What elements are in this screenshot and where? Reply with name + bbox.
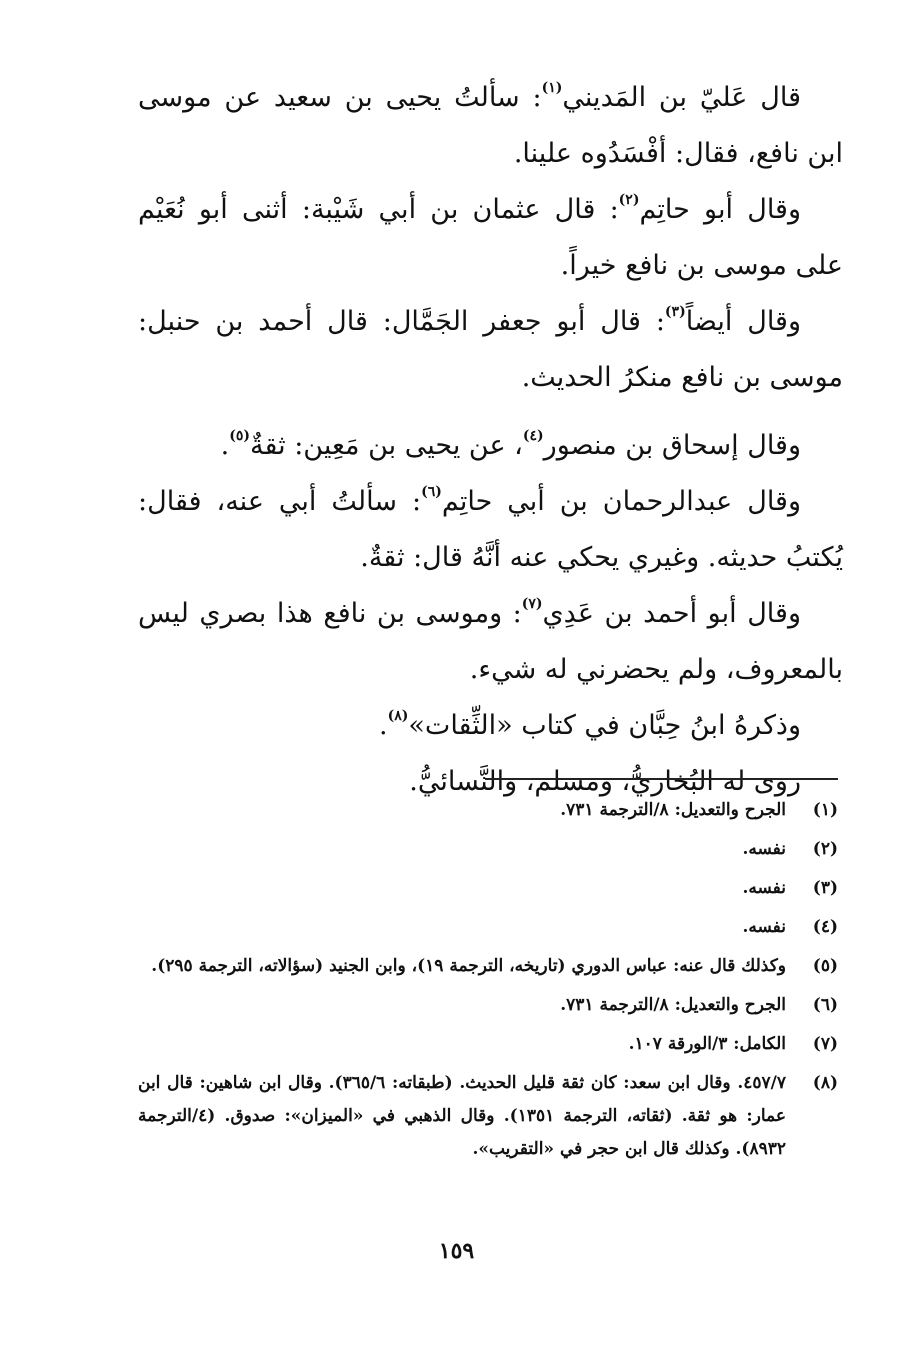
footnote-marker: (٤) [522,428,544,444]
footnote-number: (٤) [812,917,838,937]
paragraph-text: وقال أبو حاتِم [639,194,801,225]
footnote-marker: (٨) [387,708,409,724]
footnote-marker: (٢) [618,192,640,208]
footnote-text: ٤٥٧/٧. وقال ابن سعد: كان ثقة قليل الحديث. (طبقاته: ٣٦٥/٦). وقال ابن شاهين: قال ابن عمار: هو ثقة. (ثقاته، الترجمة ١٣٥١). وقال الذهبي في «الميزان»: صدوق. (٤/الترجمة ٨٩٣٢). وكذلك قال ابن حجر في «التقريب». [138,1073,787,1159]
paragraph-2 [138,182,843,294]
page-number: ١٥٩ [438,1238,475,1264]
paragraph-text: وقال أبو أحمد بن عَدِي [542,598,801,629]
footnote-number: (٥) [812,956,838,976]
footnote-text: نفسه. [742,839,786,859]
footnote-item [138,794,838,827]
paragraph-3 [138,294,843,406]
footnote-marker: (٧) [521,596,543,612]
paragraph-4 [138,418,843,474]
footnote-marker: (١) [541,80,563,96]
footnote-divider [485,778,838,780]
footnote-text: الجرح والتعديل: ٨/الترجمة ٧٣١. [560,995,786,1015]
footnotes [138,794,838,1172]
paragraph-6 [138,586,843,698]
footnote-text: الكامل: ٣/الورقة ١٠٧. [628,1034,786,1054]
footnote-text: نفسه. [742,878,786,898]
footnote-text: الجرح والتعديل: ٨/الترجمة ٧٣١. [560,800,786,820]
paragraph-text: . [379,710,388,741]
paragraph-1 [138,70,843,182]
footnote-item [138,950,838,983]
paragraph-text: وقال أيضاً [685,306,801,337]
footnote-number: (٣) [812,878,838,898]
paragraph-text: : سألتُ أبي عنه، فقال: يُكتبُ حديثه. وغيري يحكي عنه أنَّهُ قال: ثقةٌ. [138,486,843,573]
footnote-text: نفسه. [742,917,786,937]
paragraph-text: وقال إسحاق بن منصور [543,430,801,461]
footnote-marker: (٣) [664,304,686,320]
main-text [138,70,843,810]
paragraph-7 [138,698,843,754]
footnote-number: (٧) [812,1034,838,1054]
paragraph-text: روى له البُخاريُّ، ومسلم، والنَّسائيُّ. [409,766,801,797]
paragraph-text: : قال أبو جعفر الجَمَّال: قال أحمد بن حنبل: موسى بن نافع منكرُ الحديث. [138,306,843,393]
footnote-item [138,911,838,944]
paragraph-text: : قال عثمان بن أبي شَيْبة: أثنى أبو نُعَيْم على موسى بن نافع خيراً. [138,194,843,281]
footnote-number: (٢) [812,839,838,859]
paragraph-text: قال عَليّ بن المَديني [562,82,802,113]
footnote-text: وكذلك قال عنه: عباس الدوري (تاريخه، الترجمة ١٩)، وابن الجنيد (سؤالاته، الترجمة ٢٩٥). [151,956,786,976]
footnote-number: (١) [812,800,838,820]
footnote-number: (٨) [812,1073,838,1093]
footnote-item [138,833,838,866]
footnote-marker: (٦) [421,484,442,500]
footnote-item [138,872,838,905]
footnote-item [138,989,838,1022]
footnote-item [138,1028,838,1061]
paragraph-text: : سألتُ يحيى بن سعيد عن موسى ابن نافع، فقال: أفْسَدُوه علينا. [138,82,843,169]
paragraph-text: . [220,430,230,461]
paragraph-text: وقال عبدالرحمان بن أبي حاتِم [441,486,801,517]
paragraph-5 [138,474,843,586]
footnote-item [138,1067,838,1166]
paragraph-text: : وموسى بن نافع هذا بصري ليس بالمعروف، ولم يحضرني له شيء. [138,598,843,685]
paragraph-text: وذكرهُ ابنُ حِبَّان في كتاب «الثِّقات» [408,710,801,741]
footnote-number: (٦) [812,995,838,1015]
paragraph-text: ، عن يحيى بن مَعِين: ثقةٌ [249,430,523,461]
footnote-marker: (٥) [229,428,250,444]
